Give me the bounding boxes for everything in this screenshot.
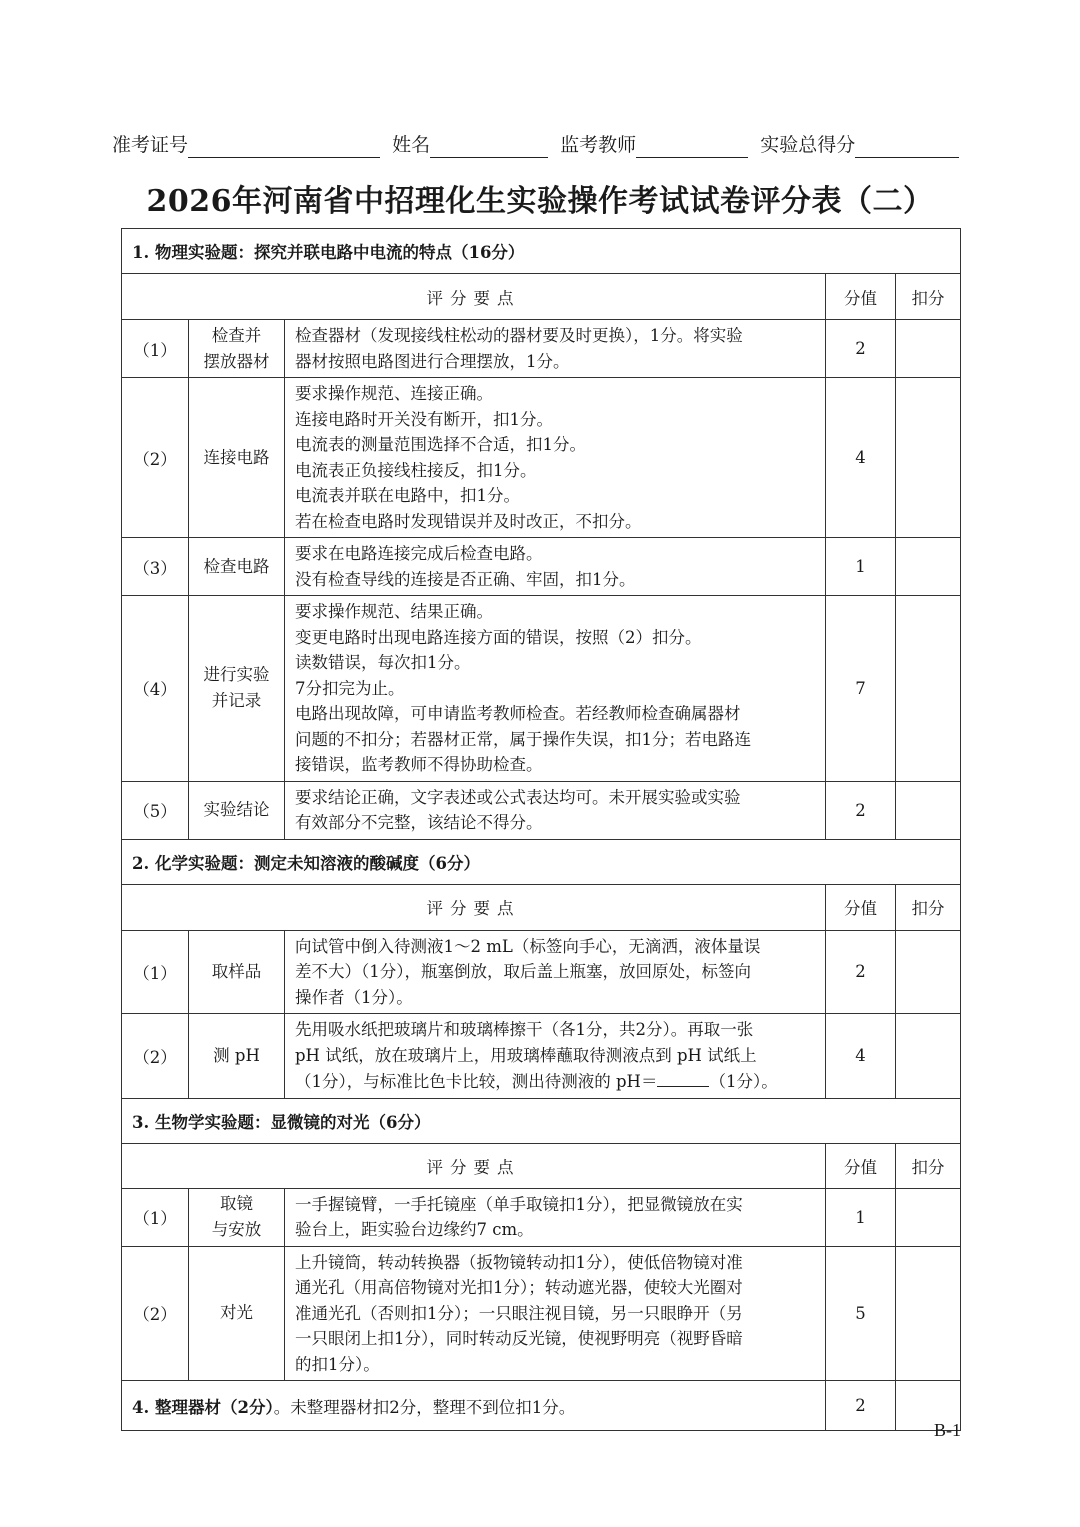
item-criteria xyxy=(285,1014,826,1099)
column-header-row xyxy=(122,1143,961,1188)
final-row xyxy=(122,1381,961,1431)
score-header: 分值 xyxy=(826,1143,896,1188)
criteria-line: 上升镜筒，转动转换器（扳物镜转动扣1分），使低倍物镜对准 xyxy=(295,1252,743,1272)
criteria-line: 问题的不扣分；若器材正常，属于操作失误，扣1分；若电路连 xyxy=(295,729,751,749)
score-value: 2 xyxy=(826,320,896,378)
item-criteria xyxy=(285,596,826,782)
deduct-cell[interactable] xyxy=(896,538,961,596)
item-name-line: 与安放 xyxy=(211,1220,262,1239)
page-title: 2026年河南省中招理化生实验操作考试试卷评分表（二） xyxy=(146,184,934,219)
deduct-cell[interactable] xyxy=(896,1014,961,1099)
score-value: 2 xyxy=(826,1381,896,1431)
criteria-line: 电流表并联在电路中，扣1分。 xyxy=(295,486,520,505)
item-name-line: 检查电路 xyxy=(203,556,270,576)
table-row xyxy=(122,320,961,378)
table-row xyxy=(122,596,961,782)
criteria-line: 接错误，监考教师不得协助检查。 xyxy=(295,755,543,774)
criteria-line: 电路出现故障，可申请监考教师检查。若经教师检查确属器材 xyxy=(295,704,741,723)
criteria-line: 先用吸水纸把玻璃片和玻璃棒擦干（各1分，共2分）。再取一张 xyxy=(295,1020,754,1039)
exam-header xyxy=(112,132,978,158)
criteria-line: 电流表的测量范围选择不合适，扣1分。 xyxy=(295,435,586,454)
deduct-cell[interactable] xyxy=(896,378,961,538)
score-value: 4 xyxy=(826,378,896,538)
total-score-label: 实验总得分 xyxy=(760,134,856,156)
item-criteria xyxy=(285,1246,826,1381)
item-number: （2） xyxy=(122,1246,189,1381)
item-number: （5） xyxy=(122,781,189,839)
section-title-row xyxy=(122,839,961,884)
item-name xyxy=(189,781,285,839)
criteria-line: 要求操作规范、结果正确。 xyxy=(295,602,493,621)
criteria-line: 没有检查导线的连接是否正确、牢固，扣1分。 xyxy=(295,569,636,589)
score-value: 2 xyxy=(826,930,896,1014)
criteria-line: 要求结论正确，文字表述或公式表达均可。未开展实验或实验 xyxy=(295,787,741,807)
criteria-line: 读数错误，每次扣1分。 xyxy=(295,653,471,672)
item-number: （1） xyxy=(122,1188,189,1246)
item-criteria xyxy=(285,1188,826,1246)
item-number: （2） xyxy=(122,1014,189,1099)
proctor-label: 监考教师 xyxy=(560,134,637,156)
ph-answer-blank[interactable] xyxy=(657,1068,709,1087)
score-value: 5 xyxy=(826,1246,896,1381)
item-criteria xyxy=(285,320,826,378)
exam-id-field[interactable] xyxy=(188,137,380,158)
item-name-line: 测 pH xyxy=(213,1045,260,1065)
exam-id-label: 准考证号 xyxy=(112,134,189,156)
item-name xyxy=(189,1188,285,1246)
score-value: 7 xyxy=(826,596,896,782)
item-name xyxy=(189,1246,285,1381)
criteria-line: 7分扣完为止。 xyxy=(295,678,405,698)
item-number: （3） xyxy=(122,538,189,596)
points-header: 评分要点 xyxy=(122,274,826,320)
item-number: （1） xyxy=(122,930,189,1014)
criteria-line: 若在检查电路时发现错误并及时改正，不扣分。 xyxy=(295,511,642,531)
total-score-field[interactable] xyxy=(855,137,959,158)
criteria-line: 验台上，距实验台边缘约7 cm。 xyxy=(295,1220,534,1239)
criteria-line: 一手握镜臂，一手托镜座（单手取镜扣1分），把显微镜放在实 xyxy=(295,1194,743,1214)
criteria-line: 连接电路时开关没有断开，扣1分。 xyxy=(295,409,553,429)
item-name-line: 检查并 xyxy=(211,325,262,345)
item-name xyxy=(189,596,285,782)
criteria-line: 差不大）（1分），瓶塞倒放，取后盖上瓶塞，放回原处，标签向 xyxy=(295,962,751,981)
item-name xyxy=(189,320,285,378)
column-header-row xyxy=(122,274,961,320)
item-name-line: 对光 xyxy=(220,1303,253,1323)
score-value: 1 xyxy=(826,1188,896,1246)
criteria-line: 通光孔（用高倍物镜对光扣1分）；转动遮光器，使较大光圈对 xyxy=(295,1278,743,1297)
final-row-text xyxy=(122,1381,826,1431)
criteria-line: 电流表正负接线柱接反，扣1分。 xyxy=(295,460,537,480)
score-value: 4 xyxy=(826,1014,896,1099)
item-name-line: 连接电路 xyxy=(203,447,270,467)
deduct-header: 扣分 xyxy=(896,884,961,930)
criteria-line: pH 试纸，放在玻璃片上，用玻璃棒蘸取待测液点到 pH 试纸上 xyxy=(295,1045,757,1065)
scoring-table xyxy=(121,228,961,1431)
section-title-row xyxy=(122,229,961,274)
table-row xyxy=(122,930,961,1014)
name-label: 姓名 xyxy=(392,134,431,156)
criteria-line: 的扣1分）。 xyxy=(295,1354,380,1374)
score-value: 2 xyxy=(826,781,896,839)
score-header: 分值 xyxy=(826,884,896,930)
deduct-cell[interactable] xyxy=(896,596,961,782)
deduct-header: 扣分 xyxy=(896,274,961,320)
criteria-line: 器材按照电路图进行合理摆放，1分。 xyxy=(295,351,570,371)
section-title-row xyxy=(122,1098,961,1143)
deduct-cell[interactable] xyxy=(896,930,961,1014)
deduct-cell[interactable] xyxy=(896,1246,961,1381)
deduct-header: 扣分 xyxy=(896,1143,961,1188)
criteria-line: 有效部分不完整，该结论不得分。 xyxy=(295,813,543,832)
criteria-line: 要求操作规范、连接正确。 xyxy=(295,384,493,403)
item-name xyxy=(189,930,285,1014)
item-name xyxy=(189,538,285,596)
proctor-field[interactable] xyxy=(636,137,748,158)
deduct-cell[interactable] xyxy=(896,781,961,839)
section-title: 2. 化学实验题：测定未知溶液的酸碱度（6分） xyxy=(122,839,961,884)
item-criteria xyxy=(285,538,826,596)
item-criteria xyxy=(285,781,826,839)
section-title: 3. 生物学实验题：显微镜的对光（6分） xyxy=(122,1098,961,1143)
item-criteria xyxy=(285,930,826,1014)
name-field[interactable] xyxy=(430,137,548,158)
table-row xyxy=(122,1014,961,1099)
criteria-line: 要求在电路连接完成后检查电路。 xyxy=(295,544,543,563)
final-row-title: 4. 整理器材（2分） xyxy=(132,1397,274,1417)
deduct-cell[interactable] xyxy=(896,320,961,378)
item-name-line: 进行实验 xyxy=(203,665,270,685)
criteria-line: （1分），与标准比色卡比较，测出待测液的 pH＝ （1分）。 xyxy=(295,1068,815,1095)
final-row-rule: 。未整理器材扣2分，整理不到位扣1分。 xyxy=(273,1397,576,1417)
deduct-cell[interactable] xyxy=(896,1188,961,1246)
table-row xyxy=(122,538,961,596)
points-header: 评分要点 xyxy=(122,884,826,930)
criteria-tail: （1分）。 xyxy=(709,1072,778,1091)
item-number: （4） xyxy=(122,596,189,782)
table-row xyxy=(122,1188,961,1246)
points-header: 评分要点 xyxy=(122,1143,826,1188)
table-row xyxy=(122,781,961,839)
criteria-line: 一只眼闭上扣1分），同时转动反光镜，使视野明亮（视野昏暗 xyxy=(295,1329,743,1348)
criteria-line: 变更电路时出现电路连接方面的错误，按照（2）扣分。 xyxy=(295,627,702,647)
criteria-line: 检查器材（发现接线柱松动的器材要及时更换），1分。将实验 xyxy=(295,326,743,345)
criteria-line: 操作者（1分）。 xyxy=(295,987,413,1007)
item-name-line: 取镜 xyxy=(220,1194,253,1213)
score-value: 1 xyxy=(826,538,896,596)
section-title: 1. 物理实验题：探究并联电路中电流的特点（16分） xyxy=(122,229,961,274)
item-criteria xyxy=(285,378,826,538)
table-row xyxy=(122,1246,961,1381)
table-row xyxy=(122,378,961,538)
item-name xyxy=(189,1014,285,1099)
item-name-line: 并记录 xyxy=(211,691,262,711)
item-number: （2） xyxy=(122,378,189,538)
criteria-line: 准通光孔（否则扣1分）；一只眼注视目镜，另一只眼睁开（另 xyxy=(295,1303,743,1323)
item-name-line: 摆放器材 xyxy=(203,351,270,371)
score-header: 分值 xyxy=(826,274,896,320)
item-number: （1） xyxy=(122,320,189,378)
item-name-line: 实验结论 xyxy=(203,800,270,819)
item-name-line: 取样品 xyxy=(211,961,262,981)
column-header-row xyxy=(122,884,961,930)
item-name xyxy=(189,378,285,538)
criteria-line: 向试管中倒入待测液1～2 mL（标签向手心，无滴洒，液体量误 xyxy=(295,936,761,956)
page-number: B-1 xyxy=(934,1420,961,1440)
